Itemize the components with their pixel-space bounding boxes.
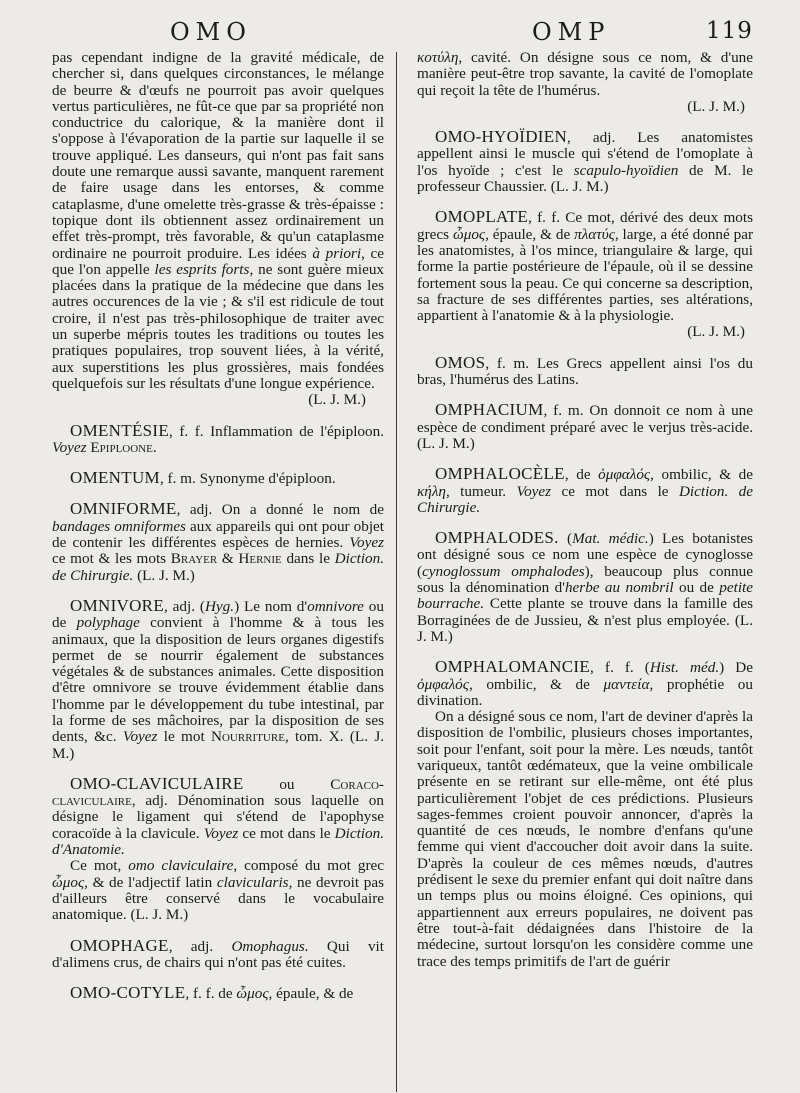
- column-divider: [396, 52, 397, 1092]
- entry-omophage: OMOPHAGE, adj. Omophagus. Qui vit d'alimens crus, de chairs qui n'ont pas été cuites.: [52, 935, 384, 971]
- entry-omo-hyoidien: OMO-HYOÏDIEN, adj. Les anatomistes appellent ainsi le muscle qui s'étend de l'omoplate à l'os hyoïde ; c'est le scapulo-hyoïdien de M. le professeur Chaussier. (L. J. M.): [417, 127, 754, 196]
- headword: OMO-HYOÏDIEN: [435, 127, 568, 147]
- headword: OMPHALODES.: [435, 528, 559, 548]
- headword: OMO-COTYLE: [70, 983, 186, 1003]
- entry-continuation: pas cependant indigne de la gravité médicale, de chercher si, dans quelques circonstances, le mélange de beurre & d'œufs ne pourroit pas avoir quelques vertus particulières, ne fût-ce que par sa propriété non conductrice du calorique, & la manière dont il s'oppose à l'évaporation de la partie sur laquelle il se trouve appliqué. Les danseurs, qui n'ont pas fait sans doute une remarque aussi savante, manquent rarement de faire usage dans les entorses, & comme cataplasme, d'une omelette très-grasse & très-épaisse : topique dont ils obtiennent assez ordinairement un effet très-prompt, très favorable, & qu'un cataplasme ordinaire ne pourroit produire. Les idées à priori, ce que l'on appelle les esprits forts, ne sont guère mieux placées dans la pratique de la médecine que dans les autres occurences de la vie ; & s'il est ridicule de tout croire, il n'est pas très-philosophique de traiter avec un superbe mépris toutes les traditions ou toutes les pratiques populaires, trop souvent liées, à la vérité, aux superstitions les plus grossières, mais fondées quelquefois sur les résultats d'une longue expérience. (L. J. M.): [52, 49, 385, 409]
- signature: (L. J. M.): [687, 97, 745, 115]
- headword: OMNIFORME: [70, 499, 177, 519]
- headword: OMNIVORE: [70, 595, 165, 615]
- entry-omphalocele: OMPHALOCÈLE, de ὀμφαλός, ombilic, & de κήλη, tumeur. Voyez ce mot dans le Diction. de Chirurgie.: [417, 464, 754, 516]
- entry-omos: OMOS, f. m. Les Grecs appellent ainsi l'os du bras, l'humérus des Latins.: [417, 352, 753, 389]
- entry-omo-cotyle: OMO-COTYLE, f. f. de ὦμος, épaule, & de: [70, 983, 354, 1003]
- entry-omentum: OMENTUM, f. m. Synonyme d'épiploon.: [70, 468, 336, 488]
- entry-omniforme: OMNIFORME, adj. On a donné le nom de bandages omniformes aux appareils qui ont pour objet de contenir les différentes espèces de hernies. Voyez ce mot & les mots Brayer & Hernie dans le Diction. de Chirurgie. (L. J. M.): [52, 499, 385, 584]
- entry-omoplate: OMOPLATE, f. f. Ce mot, dérivé des deux mots grecs ὦμος, épaule, & de πλατύς, large, a été donné par les anatomistes, à l'os mince, triangulaire & large, qui forme la partie postérieure de l'épaule, où il se dessine fortement sous la peau. Ce qui concerne sa description, sa fracture de ses différentes parties, ses altérations, appartient à l'anatomie & à la physiologie. (L. J. M.): [417, 207, 754, 341]
- headword: OMPHALOCÈLE: [435, 464, 565, 484]
- header-right: OMP: [532, 18, 611, 46]
- entry-omnivore: OMNIVORE, adj. (Hyg.) Le nom d'omnivore ou de polyphage convient à l'homme & à tous les animaux, que la disposition de leurs organes digestifs permet de se nourrir également de substances végétales & de substances animales. Cette disposition d'être omnivore se trouve évidemment établie dans l'homme par le développement du tube intestinal, par la forme de ses mâchoires, par la disposition de ses dents, &c. Voyez le mot Nourriture, tom. X. (L. J. M.): [52, 595, 385, 762]
- signature: (L. J. M.): [687, 323, 745, 341]
- signature: (L. J. M.): [308, 391, 366, 409]
- entry-omphalomancie: OMPHALOMANCIE, f. f. (Hist. méd.) De ὀμφαλός, ombilic, & de μαντεία, prophétie ou divination. On a désigné sous ce nom, l'art de deviner d'après la disposition de l'ombilic, plusieurs choses importantes, soit pour l'enfant, soit pour la mère. Les nœuds, tantôt variqueux, tantôt œdémateux, que la veine ombilicale présente en se retirant sur elle-même, ont été plus particulièrement l'objet de ces prédictions. Plusieurs sages-femmes croient pouvoir annoncer, d'après la quantité de ces nœuds, le nombre d'enfans qu'une femme qui vient d'accoucher doit avoir dans la suite. D'après la couleur de ces mêmes nœuds, d'autres prédisent le sexe du premier enfant qui doit naître dans un temps plus ou moins éloigné. Ces opinions, qui appartiennent aux erreurs populaires, ne doivent pas être tout-à-fait dédaignées dans l'histoire de la médecine, surtout lorsqu'on les considère comme une trace des temps primitifs de l'art de guérir: [417, 657, 753, 970]
- running-head: [0, 18, 800, 50]
- entry-omphacium: OMPHACIUM, f. m. On donnoit ce nom à une espèce de condiment préparé avec le verjus très-acide. (L. J. M.): [417, 400, 753, 452]
- headword: OMOS: [435, 352, 486, 372]
- headword: OMPHALOMANCIE: [435, 657, 591, 677]
- entry-omphalodes: OMPHALODES. (Mat. médic.) Les botanistes ont désigné sous ce nom une espèce de cynoglosse (cynoglossum omphalodes), beaucoup plus connue sous la dénomination d'herbe au nombril ou de petite bourrache. Cette plante se trouve dans la famille des Borraginées de de Jussieu, & n'est plus employée. (L. J. M.): [417, 528, 754, 645]
- headword: OMOPHAGE: [70, 935, 169, 955]
- headword: OMO-CLAVICULAIRE: [70, 773, 244, 793]
- headword: OMENTÉSIE: [70, 420, 170, 440]
- headword: OMPHACIUM: [435, 400, 544, 420]
- entry-omo-claviculaire: OMO-CLAVICULAIRE ou Coraco-claviculaire, adj. Dénomination sous laquelle on désigne le ligament qui s'étend de l'apophyse coracoïde à la clavicule. Voyez ce mot dans le Diction. d'Anatomie. Ce mot, omo claviculaire, composé du mot grec ὦμος, & de l'adjectif latin clavicularis, ne devroit pas d'ailleurs être conservé dans le vocabulaire anatomique. (L. J. M.): [52, 773, 385, 924]
- entry-omo-cotyle-cont: κοτύλη, cavité. On désigne sous ce nom, & d'une manière peut-être trop savante, la cavité de l'omoplate qui reçoit la tête de l'humérus. (L. J. M.): [417, 49, 753, 115]
- left-column: [52, 50, 384, 1002]
- headword: OMENTUM: [70, 468, 160, 488]
- page-number: 119: [706, 18, 753, 44]
- headword: OMOPLATE: [435, 207, 529, 227]
- entry-omentesie: OMENTÉSIE, f. f. Inflammation de l'épiploon. Voyez Epiploone.: [52, 420, 384, 456]
- header-left: OMO: [170, 18, 252, 46]
- right-column: [417, 50, 753, 970]
